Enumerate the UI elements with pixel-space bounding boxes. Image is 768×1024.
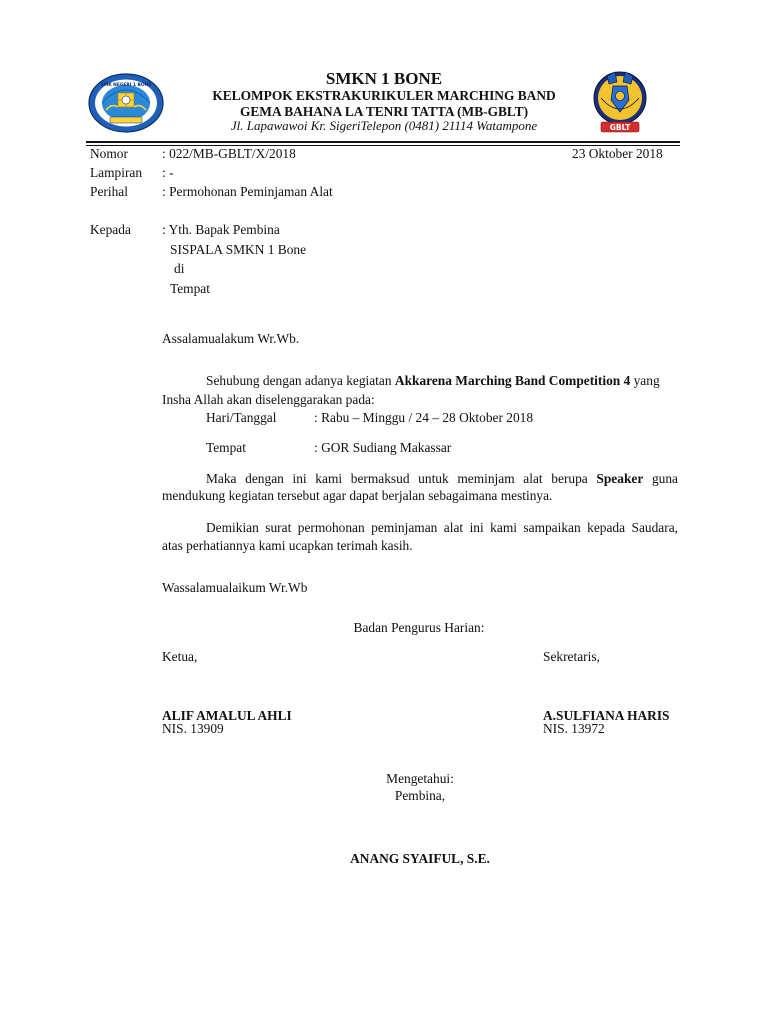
left-signatory-name: ALIF AMALUL AHLI (162, 708, 292, 723)
paragraph-1-line-2: Insha Allah akan diselenggarakan pada: (162, 392, 375, 407)
greeting: Assalamualakum Wr.Wb. (162, 331, 300, 346)
right-signatory-name: A.SULFIANA HARIS (543, 708, 670, 723)
place-value: : GOR Sudiang Makassar (314, 440, 452, 455)
acknowledgement-label: Mengetahui: (386, 771, 454, 786)
letter-date: 23 Oktober 2018 (572, 146, 663, 161)
nomor-label: Nomor (90, 146, 128, 161)
recipient-line-2: SISPALA SMKN 1 Bone (170, 242, 307, 257)
recipient-line-3: di (174, 261, 185, 276)
perihal-label: Perihal (90, 184, 128, 199)
perihal-value: : Permohonan Peminjaman Alat (162, 184, 333, 199)
lampiran-value: : - (162, 165, 174, 180)
svg-text:GBLT: GBLT (609, 123, 631, 132)
left-signatory-nis: NIS. 13909 (162, 721, 224, 736)
board-label: Badan Pengurus Harian: (353, 620, 485, 635)
left-role: Ketua, (162, 649, 198, 664)
header-line-1: KELOMPOK EKSTRAKURIKULER MARCHING BAND (212, 88, 556, 103)
kepada-label: Kepada (90, 222, 131, 237)
paragraph-3-line-2: atas perhatiannya kami ucapkan terimah kasih. (162, 538, 413, 553)
paragraph-1-line-1: Sehubung dengan adanya kegiatan Akkarena Marching Band Competition 4 yang (206, 373, 660, 388)
header-address: Jl. Lapawawoi Kr. SigeriTelepon (0481) 21114 Watampone (230, 118, 538, 133)
recipient-line-4: Tempat (170, 281, 210, 296)
right-role: Sekretaris, (543, 649, 600, 664)
svg-text:SMK NEGERI 1 BONE: SMK NEGERI 1 BONE (100, 83, 152, 88)
header-rule-thick (86, 141, 680, 143)
paragraph-2-line-2: mendukung kegiatan tersebut agar dapat berjalan sebagaimana mestinya. (162, 488, 553, 503)
acknowledgement-role: Pembina, (394, 788, 446, 803)
band-logo (587, 70, 653, 134)
advisor-name: ANANG SYAIFUL, S.E. (350, 851, 490, 866)
place-label: Tempat (206, 440, 246, 455)
closing: Wassalamualaikum Wr.Wb (162, 580, 308, 595)
lampiran-label: Lampiran (90, 165, 143, 180)
paragraph-2-line-1: Maka dengan ini kami bermaksud untuk meminjam alat berupa Speaker guna (206, 471, 678, 486)
right-signatory-nis: NIS. 13972 (543, 721, 605, 736)
day-label: Hari/Tanggal (206, 410, 277, 425)
day-value: : Rabu – Minggu / 24 – 28 Oktober 2018 (314, 410, 534, 425)
school-name: SMKN 1 BONE (325, 69, 443, 88)
paragraph-3-line-1: Demikian surat permohonan peminjaman alat ini kami sampaikan kepada Saudara, (206, 520, 678, 535)
header-line-2: GEMA BAHANA LA TENRI TATTA (MB-GBLT) (239, 104, 529, 119)
nomor-value: : 022/MB-GBLT/X/2018 (162, 146, 296, 161)
recipient-line-1: : Yth. Bapak Pembina (162, 222, 280, 237)
